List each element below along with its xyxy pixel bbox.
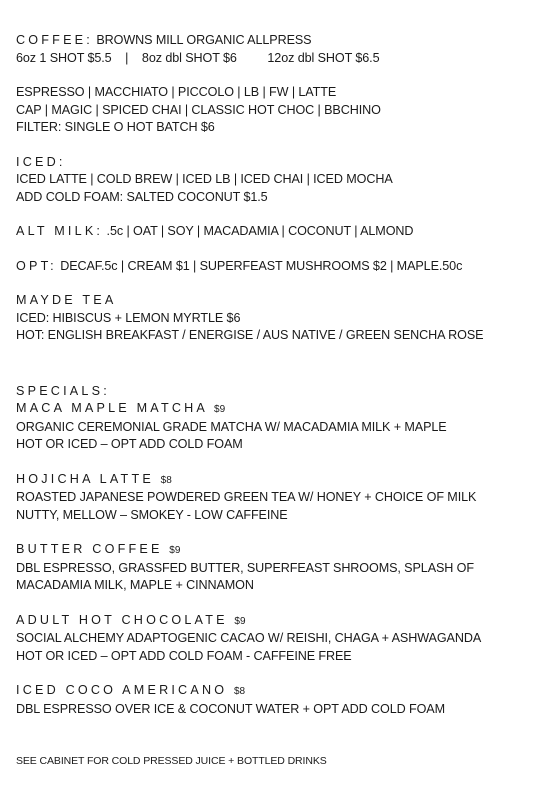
special-item-desc: NUTTY, MELLOW – SMOKEY - LOW CAFFEINE: [16, 507, 288, 522]
special-item-desc: DBL ESPRESSO, GRASSFED BUTTER, SUPERFEAST SHROOMS, SPLASH OF: [16, 560, 474, 575]
iced-cold-foam: ADD COLD FOAM: SALTED COCONUT $1.5: [16, 189, 268, 204]
coffee-list-2: CAP | MAGIC | SPICED CHAI | CLASSIC HOT CHOC | BBCHINO: [16, 102, 381, 117]
special-item: [16, 541, 546, 595]
special-item-price: $8: [233, 686, 246, 697]
special-item-title: [16, 471, 546, 490]
special-item-title: [16, 400, 546, 419]
tea-heading: MAYDE TEA: [16, 293, 117, 307]
alt-milk-options: .5c | OAT | SOY | MACADAMIA | COCONUT | ALMOND: [103, 224, 414, 238]
special-item-desc: DBL ESPRESSO OVER ICE & COCONUT WATER + OPT ADD COLD FOAM: [16, 701, 445, 716]
special-item-title: [16, 541, 546, 560]
special-item-price: $9: [234, 615, 246, 627]
special-item-price: $9: [169, 545, 181, 556]
special-item-desc: ORGANIC CEREMONIAL GRADE MATCHA W/ MACADAMIA MILK + MAPLE: [16, 419, 447, 434]
footer-note: SEE CABINET FOR COLD PRESSED JUICE + BOTTLED DRINKS: [16, 755, 327, 767]
special-item: [16, 471, 546, 525]
special-item: [16, 682, 546, 718]
special-item-name: HOJICHA LATTE: [16, 471, 154, 486]
special-item-name: MACA MAPLE MATCHA: [16, 401, 208, 415]
special-item-desc: SOCIAL ALCHEMY ADAPTOGENIC CACAO W/ REISHI, CHAGA + ASHWAGANDA: [16, 631, 482, 645]
special-item-desc: HOT OR ICED – OPT ADD COLD FOAM - CAFFEINE FREE: [16, 648, 352, 663]
alt-milk-heading: ALT MILK:: [16, 224, 104, 238]
special-item: [16, 400, 546, 454]
tea-hot: HOT: ENGLISH BREAKFAST / ENERGISE / AUS NATIVE / GREEN SENCHA ROSE: [16, 328, 484, 342]
special-item-desc: ROASTED JAPANESE POWDERED GREEN TEA W/ HONEY + CHOICE OF MILK: [16, 490, 477, 504]
special-item: [16, 612, 546, 666]
coffee-heading-label: COFFEE:: [16, 33, 93, 47]
coffee-heading: [16, 32, 546, 50]
special-item-name: ADULT HOT CHOCOLATE: [16, 612, 228, 627]
specials-heading: SPECIALS:: [16, 383, 110, 398]
menu: [16, 32, 546, 768]
coffee-sizes: 6oz 1 SHOT $5.5 | 8oz dbl SHOT $6 12oz dbl SHOT $6.5: [16, 50, 380, 65]
tea-iced: ICED: HIBISCUS + LEMON MYRTLE $6: [16, 310, 241, 325]
options-row: [16, 258, 546, 276]
alt-milk-row: [16, 223, 546, 241]
special-item-price: $9: [214, 404, 226, 415]
options-heading: OPT:: [16, 258, 57, 273]
special-item-desc: HOT OR ICED – OPT ADD COLD FOAM: [16, 437, 243, 451]
iced-list: ICED LATTE | COLD BREW | ICED LB | ICED CHAI | ICED MOCHA: [16, 172, 393, 186]
special-item-name: ICED COCO AMERICANO: [16, 683, 228, 697]
special-item-title: [16, 612, 546, 631]
coffee-list-1: ESPRESSO | MACCHIATO | PICCOLO | LB | FW | LATTE: [16, 85, 337, 99]
coffee-heading-rest: BROWNS MILL ORGANIC ALLPRESS: [92, 33, 312, 47]
special-item-price: $8: [160, 474, 172, 486]
special-item-title: [16, 682, 546, 701]
iced-heading: ICED:: [16, 154, 66, 169]
coffee-filter: FILTER: SINGLE O HOT BATCH $6: [16, 120, 215, 134]
options-list: DECAF.5c | CREAM $1 | SUPERFEAST MUSHROOMS $2 | MAPLE.50c: [56, 258, 463, 273]
special-item-desc: MACADAMIA MILK, MAPLE + CINNAMON: [16, 578, 254, 592]
special-item-name: BUTTER COFFEE: [16, 542, 163, 556]
